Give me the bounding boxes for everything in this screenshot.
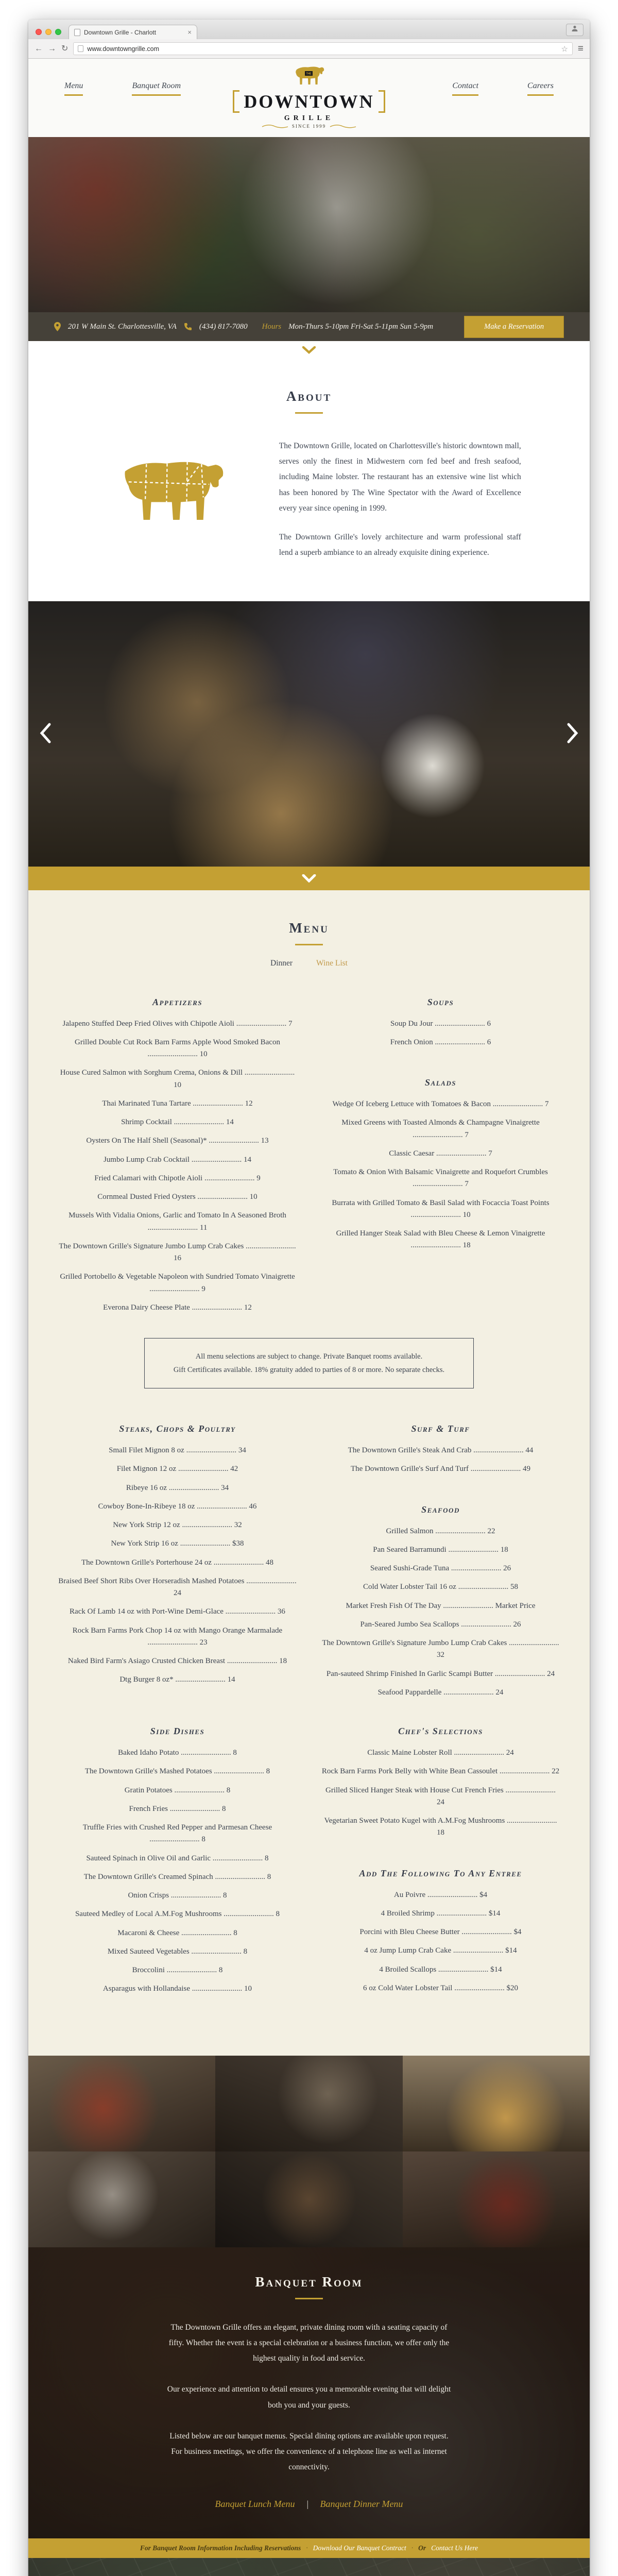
phone-icon <box>184 323 192 331</box>
banquet-title: Banquet Room <box>255 2274 363 2290</box>
browser-tab[interactable] <box>68 25 197 39</box>
location-map[interactable] <box>28 2558 590 2576</box>
menu-item: Seafood Pappardelle .......................... 24 <box>377 1688 504 1697</box>
menu-category-title: Add The Following To Any Entree <box>359 1868 522 1878</box>
menu-item: Everona Dairy Cheese Plate .......................... 12 <box>103 1303 252 1312</box>
separator: · <box>306 2544 308 2552</box>
photo-carousel <box>28 601 590 867</box>
photo-gallery <box>28 2056 590 2247</box>
menu-item: Classic Maine Lobster Roll .......................... 24 <box>367 1749 514 1757</box>
menu-item: Rock Barn Farms Pork Chop 14 oz with Mango Orange Marmalade .......................... 23 <box>72 1626 283 1647</box>
menu-item: Mixed Greens with Toasted Almonds & Champagne Vinaigrette .......................... 7 <box>341 1118 540 1139</box>
menu-item: Naked Bird Farm's Asiago Crusted Chicken Breast .......................... 18 <box>67 1657 287 1666</box>
about-paragraph: The Downtown Grille's lovely architecture and warm professional staff lend a superb ambiance to an already exquisite dining experience. <box>279 533 521 557</box>
menu-item: Cold Water Lobster Tail 16 oz .......................... 58 <box>363 1583 518 1591</box>
flourish-left-icon <box>261 124 289 129</box>
about-section <box>28 357 590 601</box>
menu-item: Cornmeal Dusted Fried Oysters .......................... 10 <box>97 1193 258 1201</box>
site-logo[interactable] <box>224 64 394 129</box>
menu-item: Dtg Burger 8 oz* .......................... 14 <box>119 1675 235 1684</box>
menu-category-title: Seafood <box>421 1504 460 1515</box>
menu-item: Cowboy Bone-In-Ribeye 18 oz .......................... 46 <box>98 1502 257 1511</box>
about-title-rule <box>295 412 323 414</box>
nav-item-banquet-room[interactable]: Banquet Room <box>132 81 181 96</box>
banquet-title-rule <box>295 2298 323 2299</box>
menu-item: The Downtown Grille's Porterhouse 24 oz .......................... 48 <box>81 1558 274 1567</box>
steak-entree-photo <box>28 2056 215 2151</box>
hours-label: Hours <box>262 322 282 331</box>
menu-item: Rack Of Lamb 14 oz with Port-Wine Demi-Glace .......................... 36 <box>70 1607 285 1616</box>
nav-item-careers[interactable]: Careers <box>527 81 554 96</box>
chevron-down-icon <box>302 874 316 883</box>
menu-item: Au Poivre .......................... $4 <box>393 1890 488 1899</box>
menu-column <box>309 1723 572 2002</box>
back-icon[interactable]: ← <box>35 44 43 53</box>
grilled-steak-photo <box>403 2151 590 2247</box>
menu-item: Soup Du Jour .......................... 6 <box>390 1019 491 1028</box>
about-title: About <box>286 388 332 404</box>
hero-photo <box>28 137 590 312</box>
browser-url-bar <box>28 39 590 59</box>
menu-item: Vegetarian Sweet Potato Kugel with A.M.Fog Mushrooms .......................... 18 <box>324 1817 557 1837</box>
menu-item: French Onion .......................... 6 <box>390 1038 491 1046</box>
chevron-left-icon <box>40 723 51 743</box>
chevron-down-icon[interactable] <box>302 346 316 354</box>
bookmark-star-icon[interactable]: ☆ <box>561 44 568 54</box>
logo-subtitle: GRILLE <box>284 114 334 122</box>
menu-item: Market Fresh Fish Of The Day .......................... Market Price <box>346 1601 536 1610</box>
make-reservation-button[interactable]: Make a Reservation <box>464 316 564 338</box>
menu-item: 6 oz Cold Water Lobster Tail .......................... $20 <box>363 1984 518 1992</box>
menu-column <box>46 1420 309 1705</box>
bar-interior-photo <box>215 2151 402 2247</box>
menu-item: The Downtown Grille's Steak And Crab .......................... 44 <box>348 1446 534 1455</box>
menu-item: Baked Idaho Potato .......................... 8 <box>118 1749 237 1757</box>
menu-category-title: Steaks, Chops & Poultry <box>119 1423 236 1434</box>
banner-text: Or <box>418 2544 426 2552</box>
banquet-paragraph: Our experience and attention to detail ensures you a memorable evening that will delight both you and your guests. <box>167 2385 451 2410</box>
menu-item: The Downtown Grille's Creamed Spinach .......................... 8 <box>83 1872 271 1881</box>
menu-item: Fried Calamari with Chipotle Aioli .......................... 9 <box>94 1174 261 1182</box>
tab-title: Downtown Grille - Charlott <box>84 28 157 36</box>
dining-room-photo <box>215 2056 402 2151</box>
menu-item: Pan-sauteed Shrimp Finished In Garlic Scampi Butter .......................... 24 <box>326 1669 555 1678</box>
truffle-fries-photo <box>403 2056 590 2151</box>
menu-item: The Downtown Grille's Surf And Turf .......................... 49 <box>351 1465 530 1473</box>
menu-item: Onion Crisps .......................... 8 <box>128 1891 227 1900</box>
site-header <box>28 59 590 137</box>
menu-item: 4 Broiled Shrimp .......................... $14 <box>381 1909 501 1918</box>
menu-item: New York Strip 12 oz .......................... 32 <box>113 1521 242 1530</box>
menu-item: The Downtown Grille's Signature Jumbo Lump Crab Cakes .......................... 16 <box>59 1242 296 1263</box>
menu-notice-box <box>144 1338 474 1388</box>
tab-dinner[interactable]: Dinner <box>270 958 293 968</box>
menu-item: Mixed Sauteed Vegetables .......................... 8 <box>107 1947 248 1956</box>
location-pin-icon <box>54 322 61 331</box>
nav-item-menu[interactable]: Menu <box>64 81 83 96</box>
menu-section <box>28 890 590 2056</box>
menu-item: Shrimp Cocktail .......................... 14 <box>121 1118 234 1127</box>
menu-item: Sauteed Spinach in Olive Oil and Garlic .......................... 8 <box>86 1854 269 1862</box>
menu-item: Burrata with Grilled Tomato & Basil Salad with Focaccia Toast Points .......................... 10 <box>332 1198 550 1219</box>
zoom-window-button[interactable] <box>55 29 61 35</box>
menu-item: Porcini with Bleu Cheese Butter .......................... $4 <box>359 1928 522 1937</box>
favicon-icon <box>74 29 80 36</box>
menu-item: Broccolini .......................... 8 <box>132 1966 223 1975</box>
menu-item: Grilled Portobello & Vegetable Napoleon with Sundried Tomato Vinaigrette .......................... 9 <box>60 1273 295 1293</box>
tab-wine-list[interactable]: Wine List <box>316 958 348 968</box>
chevron-right-icon <box>567 723 578 743</box>
banquet-paragraph: Listed below are our banquet menus. Special dining options are available upon request. For business meetings, we offer the convenience of a telephone line as well as internet connectivity. <box>169 2431 449 2472</box>
menu-item: Grilled Salmon .......................... 22 <box>386 1527 495 1535</box>
menu-tabs <box>28 959 590 968</box>
window-controls <box>36 29 61 35</box>
logo-bracket-right <box>379 90 385 113</box>
menu-item: Filet Mignon 12 oz .......................... 42 <box>116 1465 238 1473</box>
phone-text: (434) 817-7080 <box>199 322 248 331</box>
browser-menu-icon[interactable]: ≡ <box>577 43 583 54</box>
scroll-down-zone <box>28 341 590 357</box>
notice-line: Gift Certificates available. 18% gratuity added to parties of 8 or more. No separate checks. <box>173 1366 445 1375</box>
url-text: www.downtowngrille.com <box>87 45 160 53</box>
menu-category-title: Soups <box>427 996 454 1007</box>
menu-item: Rock Barn Farms Pork Belly with White Bean Cassoulet .......................... 22 <box>321 1767 560 1776</box>
url-input[interactable] <box>73 42 573 55</box>
menu-item: 4 oz Jump Lump Crab Cake .......................... $14 <box>364 1946 517 1955</box>
carousel-prev-arrow[interactable] <box>40 723 51 746</box>
menu-item: Mussels With Vidalia Onions, Garlic and Tomato In A Seasoned Broth .......................... 11 <box>68 1211 286 1232</box>
menu-item: Pan-Seared Jumbo Sea Scallops .......................... 26 <box>360 1620 521 1629</box>
menu-item: Classic Caesar .......................... 7 <box>389 1149 492 1158</box>
menu-item: Sauteed Medley of Local A.M.Fog Mushrooms .......................... 8 <box>75 1910 280 1919</box>
menu-item: Asparagus with Hollandaise .......................... 10 <box>102 1985 252 1993</box>
banquet-paragraph: The Downtown Grille offers an elegant, private dining room with a seating capacity of fifty. Whether the event is a special celebration or a business function, we offer only the highest quality in food and service. <box>168 2323 450 2363</box>
menu-item: Jumbo Lump Crab Cocktail .......................... 14 <box>103 1155 252 1164</box>
about-paragraph: The Downtown Grille, located on Charlottesville's historic downtown mall, serves only the finest in Midwestern corn fed beef and fresh seafood, including Maine lobster. The restaurant has an extensive wine list which has been honored by The Wine Spectator with the Award of Excellence every year since opening in 1999. <box>279 442 521 513</box>
notice-line: All menu selections are subject to change. Private Banquet rooms available. <box>195 1352 423 1361</box>
menu-column <box>46 1723 309 2002</box>
menu-title: Menu <box>289 920 329 936</box>
carousel-next-arrow[interactable] <box>567 723 578 746</box>
banquet-links <box>28 2499 590 2510</box>
browser-window <box>28 20 590 2576</box>
menu-category-title: Chef's Selections <box>398 1726 483 1737</box>
download-banquet-contract-link[interactable]: Download Our Banquet Contract <box>313 2544 406 2552</box>
menu-item: Grilled Double Cut Rock Barn Farms Apple Wood Smoked Bacon .......................... 10 <box>75 1038 280 1059</box>
menu-item: House Cured Salmon with Sorghum Crema, Onions & Dill .......................... 10 <box>60 1069 295 1089</box>
menu-item: Wedge Of Iceberg Lettuce with Tomatoes & Bacon .......................... 7 <box>332 1100 549 1109</box>
hours-text: Mon-Thurs 5-10pm Fri-Sat 5-11pm Sun 5-9pm <box>288 322 434 331</box>
menu-item: Grilled Sliced Hanger Steak with House Cut French Fries .......................... 24 <box>325 1786 556 1806</box>
tab-close-icon[interactable]: × <box>187 28 192 36</box>
menu-category-title: Side Dishes <box>150 1726 205 1737</box>
menu-column <box>309 994 572 1321</box>
logo-name: DOWNTOWN <box>244 91 374 112</box>
logo-since: SINCE 1999 <box>224 124 394 129</box>
separator: · <box>411 2544 414 2552</box>
plated-entree-photo <box>28 2151 215 2247</box>
address-text: 201 W Main St. Charlottesville, VA <box>67 322 177 331</box>
menu-item: Tomato & Onion With Balsamic Vinaigrette and Roquefort Crumbles .......................... 7 <box>333 1168 548 1189</box>
link-separator: | <box>306 2499 309 2510</box>
minimize-window-button[interactable] <box>45 29 52 35</box>
flourish-right-icon <box>329 124 357 129</box>
menu-item: Gratin Potatoes .......................... 8 <box>124 1786 231 1794</box>
menu-row <box>28 1420 590 1705</box>
cow-logo-icon <box>293 64 325 87</box>
menu-item: New York Strip 16 oz .......................... $38 <box>111 1539 244 1548</box>
menu-column <box>309 1420 572 1705</box>
logo-bracket-left <box>233 90 239 113</box>
browser-tab-strip <box>28 20 590 39</box>
banquet-section <box>28 2247 590 2539</box>
banquet-text <box>165 2320 453 2476</box>
banquet-info-banner <box>28 2538 590 2558</box>
menu-column <box>46 994 309 1321</box>
menu-row <box>28 994 590 1321</box>
menu-category-title: Surf & Turf <box>411 1423 470 1434</box>
forward-icon[interactable]: → <box>48 44 56 53</box>
butcher-cow-diagram-icon <box>110 448 228 533</box>
menu-title-rule <box>295 944 323 945</box>
menu-category-title: Salads <box>425 1077 456 1088</box>
menu-item: Oysters On The Half Shell (Seasonal)* .......................... 13 <box>86 1137 269 1145</box>
scroll-to-menu-bar[interactable] <box>28 867 590 890</box>
menu-item: The Downtown Grille's Mashed Potatoes .......................... 8 <box>84 1767 270 1776</box>
menu-item: Ribeye 16 oz .......................... 34 <box>126 1483 229 1492</box>
nav-item-contact[interactable]: Contact <box>452 81 478 96</box>
about-text <box>279 438 521 561</box>
svg-text:THE: THE <box>306 72 312 76</box>
banquet-lunch-menu-link[interactable]: Banquet Lunch Menu <box>215 2499 295 2510</box>
page-icon <box>78 45 83 52</box>
menu-item: Seared Sushi-Grade Tuna .......................... 26 <box>370 1564 511 1573</box>
banquet-dinner-menu-link[interactable]: Banquet Dinner Menu <box>320 2499 403 2510</box>
menu-category-title: Appetizers <box>152 996 203 1007</box>
menu-item: Small Filet Mignon 8 oz .......................... 34 <box>109 1446 246 1455</box>
reload-icon[interactable]: ↻ <box>61 44 68 53</box>
banner-text: For Banquet Room Information Including Reservations <box>140 2544 301 2552</box>
menu-item: Macaroni & Cheese .......................... 8 <box>117 1928 237 1937</box>
contact-us-here-link[interactable]: Contact Us Here <box>431 2544 478 2552</box>
menu-item: Braised Beef Short Ribs Over Horseradish Mashed Potatoes .......................... 24 <box>58 1577 297 1598</box>
browser-profile-button[interactable] <box>566 24 583 36</box>
menu-row <box>28 1723 590 2002</box>
menu-item: French Fries .......................... 8 <box>129 1804 226 1813</box>
menu-item: The Downtown Grille's Signature Jumbo Lump Crab Cakes .......................... 32 <box>322 1639 559 1659</box>
close-window-button[interactable] <box>36 29 42 35</box>
person-icon <box>571 25 578 32</box>
menu-item: Grilled Hanger Steak Salad with Bleu Cheese & Lemon Vinaigrette .......................... 18 <box>336 1229 545 1250</box>
menu-item: Pan Seared Barramundi .......................... 18 <box>373 1545 508 1554</box>
menu-item: Thai Marinated Tuna Tartare .......................... 12 <box>102 1099 253 1108</box>
info-bar <box>28 312 590 341</box>
menu-item: Jalapeno Stuffed Deep Fried Olives with Chipotle Aioli .......................... 7 <box>62 1019 293 1028</box>
menu-item: Truffle Fries with Crushed Red Pepper and Parmesan Cheese .......................... 8 <box>82 1823 272 1844</box>
menu-item: 4 Broiled Scallops .......................... $14 <box>379 1965 502 1974</box>
